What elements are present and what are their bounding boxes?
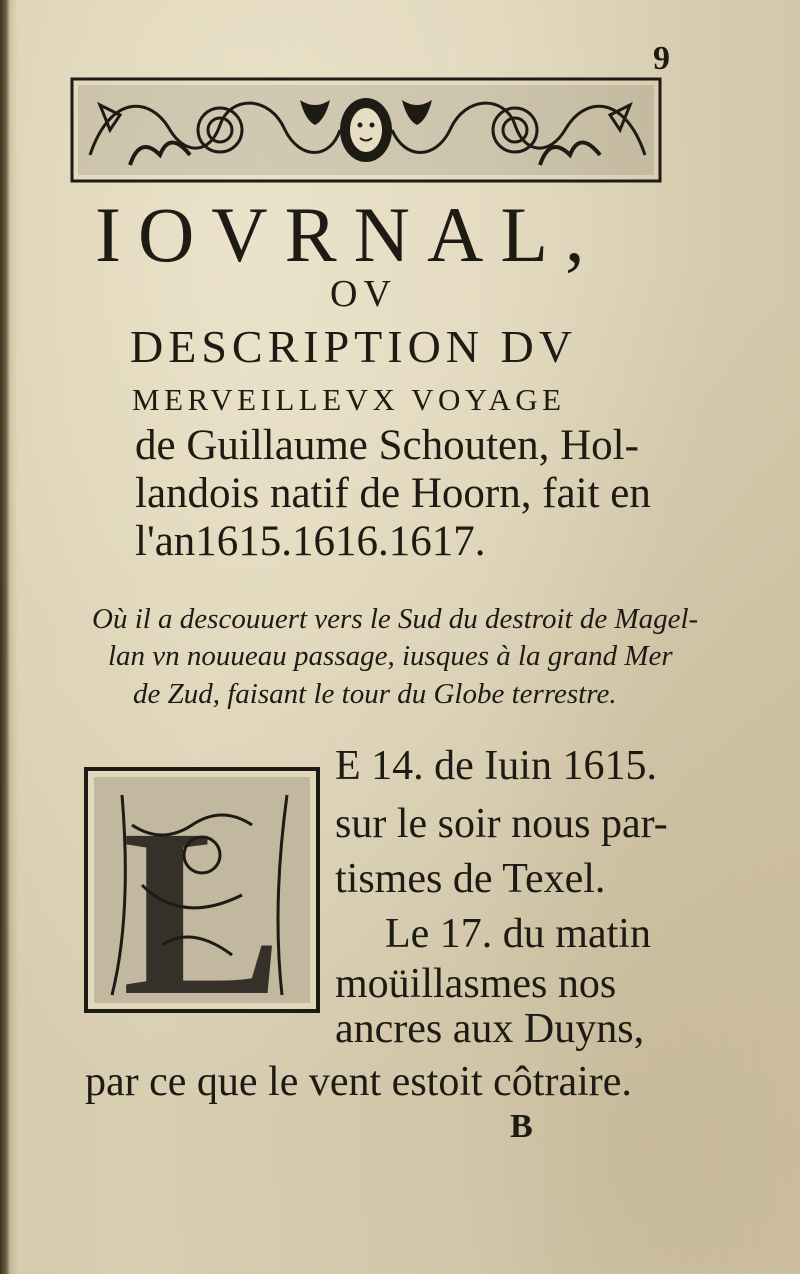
italic-note-line: de Zud, faisant le tour du Globe terrestre. [133, 678, 617, 710]
subtitle-line: de Guillaume Schouten, Hol- [135, 422, 639, 469]
page-number: 9 [653, 40, 670, 77]
subtitle-line: landois natif de Hoorn, fait en [135, 470, 651, 517]
historiated-initial [82, 765, 322, 1015]
subtitle-line: l'an1615.1616.1617. [135, 518, 486, 565]
title-journal: IOVRNAL, [95, 191, 602, 278]
body-line: Le 17. du matin [385, 911, 651, 957]
page-gutter [0, 0, 10, 1274]
body-line: E 14. de Iuin 1615. [335, 743, 657, 789]
catchword-signature: B [510, 1108, 533, 1145]
body-line: par ce que le vent estoit côtraire. [85, 1059, 632, 1105]
body-line: tismes de Texel. [335, 856, 606, 902]
title-description: DESCRIPTION DV [130, 321, 577, 372]
title-merveilleux-voyage: MERVEILLEVX VOYAGE [132, 382, 566, 417]
ornamental-headpiece [70, 75, 662, 185]
italic-note-line: lan vn nouueau passage, iusques à la grand Mer [108, 640, 673, 672]
body-line: moüillasmes nos [335, 961, 617, 1007]
drop-cap-letter: L [122, 779, 283, 1015]
title-ou: OV [330, 273, 397, 315]
italic-note-line: Où il a descouuert vers le Sud du destroit de Magel- [92, 603, 699, 635]
body-line: sur le soir nous par- [335, 801, 668, 847]
body-line: ancres aux Duyns, [335, 1006, 645, 1052]
